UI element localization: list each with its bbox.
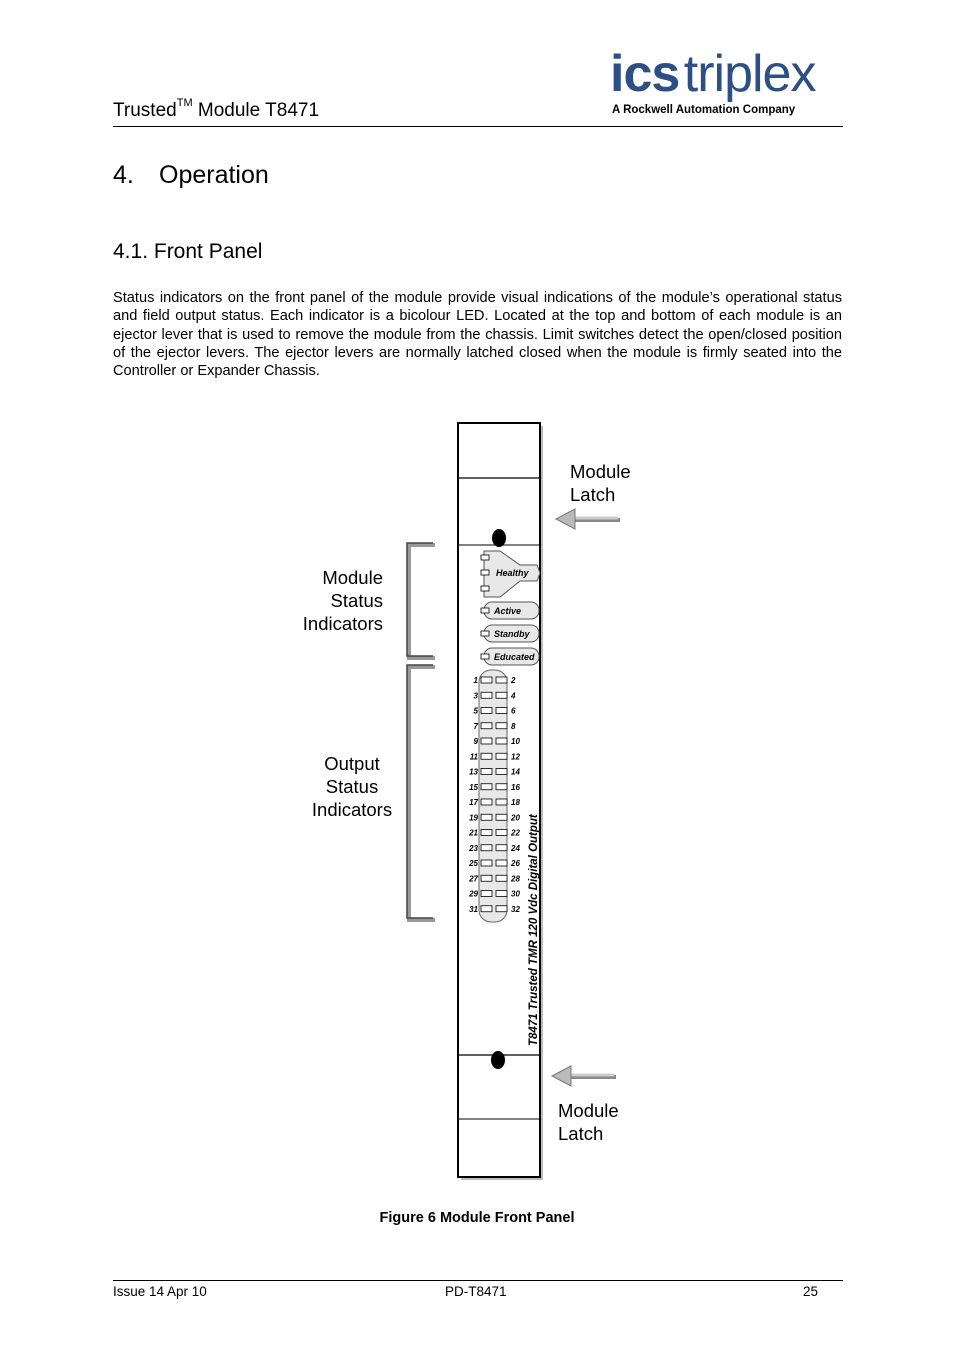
figure-caption: Figure 6 Module Front Panel [379, 1210, 575, 1226]
output-number-even: 4 [511, 691, 516, 701]
output-led [496, 769, 507, 775]
led [481, 608, 489, 613]
footer-doc-id: PD-T8471 [445, 1284, 507, 1299]
module-status-label: Module Status Indicators [302, 567, 383, 634]
output-led [481, 799, 492, 805]
led [481, 654, 489, 659]
output-number-odd: 15 [469, 782, 478, 792]
output-led [496, 814, 507, 820]
output-number-even: 26 [511, 859, 520, 868]
output-led [496, 891, 507, 897]
output-led [481, 753, 492, 759]
section-heading: 4. Operation [113, 161, 269, 189]
logo-tagline: A Rockwell Automation Company [612, 104, 796, 116]
output-led [496, 830, 507, 836]
bottom-latch-label: Module Latch [558, 1100, 619, 1144]
output-led [496, 845, 507, 851]
output-number-even: 12 [511, 752, 520, 762]
output-led [481, 769, 492, 775]
output-led [496, 860, 507, 866]
output-led [496, 692, 507, 698]
output-number-odd: 31 [469, 904, 478, 914]
output-led [481, 906, 492, 912]
output-number-odd: 1 [473, 676, 478, 685]
output-status-label: Output Status Indicators [311, 753, 393, 820]
healthy-label: Healthy [496, 568, 529, 578]
output-number-even: 18 [511, 798, 520, 807]
subsection-heading: 4.1. Front Panel [113, 240, 263, 263]
output-number-odd: 9 [473, 737, 478, 746]
output-number-odd: 5 [473, 706, 478, 716]
output-number-even: 16 [511, 782, 520, 792]
footer-page-number: 25 [803, 1284, 819, 1299]
bottom-latch-screw [491, 1051, 505, 1069]
led [481, 586, 489, 591]
module-vertical-title: T8471 Trusted TMR 120 Vdc Digital Output [528, 814, 540, 1046]
output-led [481, 875, 492, 881]
output-number-even: 22 [511, 828, 520, 838]
output-led [481, 738, 492, 744]
output-number-even: 10 [511, 737, 520, 746]
output-led [496, 784, 507, 790]
footer-rule [113, 1280, 843, 1281]
output-number-even: 32 [511, 904, 520, 914]
output-led [481, 860, 492, 866]
body-paragraph: Status indicators on the front panel of the module provide visual indications of the module’s operational status and field output status. Each indicator is a bicolour LED. Located at the top and bottom of each module is an ejector lever that is used to remove the module from the chassis. Limit switches detect the open/closed position of the ejector levers. The ejector levers are normally latched closed when the module is firmly seated into the Controller or Expander Chassis. [113, 290, 842, 380]
output-number-odd: 3 [473, 691, 478, 701]
bottom-latch-arrow [552, 1066, 616, 1086]
led [481, 555, 489, 560]
output-led [481, 708, 492, 714]
output-number-even: 30 [511, 889, 520, 899]
header-title: Trusted™ Module T8471 [113, 97, 320, 121]
educated-label: Educated [494, 652, 535, 662]
output-led [481, 891, 492, 897]
output-number-odd: 29 [469, 889, 478, 899]
output-led [496, 708, 507, 714]
active-label: Active [494, 606, 522, 616]
output-led [496, 906, 507, 912]
output-number-odd: 17 [469, 798, 478, 807]
logo-word-ics: ics [610, 45, 680, 103]
output-number-even: 14 [511, 767, 520, 777]
footer-issue: Issue 14 Apr 10 [113, 1284, 207, 1299]
output-number-even: 8 [511, 721, 516, 731]
output-led [481, 723, 492, 729]
output-number-even: 2 [511, 676, 516, 685]
output-number-even: 24 [511, 843, 520, 853]
output-led [496, 799, 507, 805]
standby-label: Standby [494, 629, 530, 639]
output-number-odd: 13 [469, 767, 478, 777]
output-number-even: 20 [511, 813, 520, 823]
output-bracket [409, 667, 435, 920]
logo-word-triplex: triplex [683, 45, 816, 103]
output-led [496, 677, 507, 683]
output-led [481, 814, 492, 820]
output-led [496, 753, 507, 759]
led [481, 631, 489, 636]
trademark-mark: TM [176, 97, 193, 109]
output-number-odd: 23 [469, 843, 478, 853]
output-led [496, 723, 507, 729]
output-led [496, 738, 507, 744]
output-number-even: 28 [511, 874, 520, 884]
output-led [481, 692, 492, 698]
top-latch-arrow [556, 509, 620, 529]
top-latch-screw [492, 529, 506, 547]
top-latch-label: Module Latch [570, 461, 631, 505]
output-number-odd: 27 [469, 874, 478, 884]
output-number-odd: 25 [469, 859, 478, 868]
output-number-odd: 19 [469, 813, 478, 823]
output-number-odd: 7 [473, 721, 478, 731]
output-number-odd: 21 [469, 828, 478, 838]
output-led [496, 875, 507, 881]
output-led [481, 830, 492, 836]
led [481, 570, 489, 575]
status-bracket [409, 545, 435, 658]
output-number-odd: 11 [469, 752, 478, 762]
output-number-even: 6 [511, 706, 516, 716]
output-led [481, 784, 492, 790]
output-led [481, 677, 492, 683]
output-led [481, 845, 492, 851]
